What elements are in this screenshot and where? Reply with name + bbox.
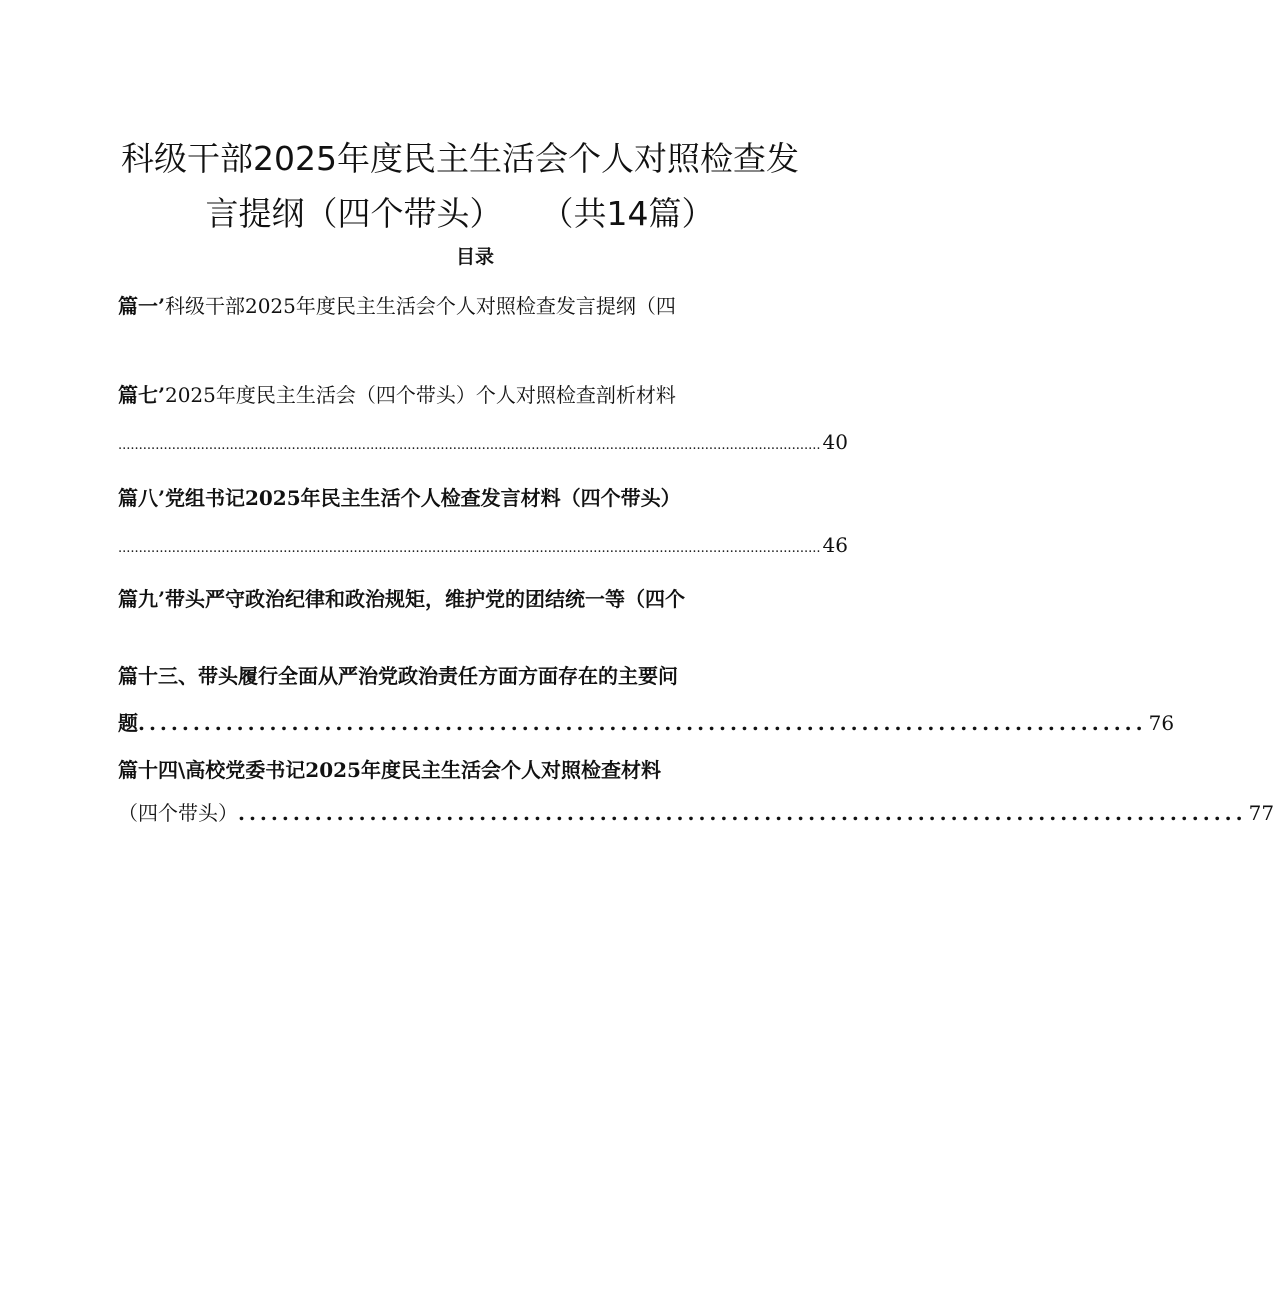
title-part-main: 言提纲（四个带头）	[205, 194, 503, 233]
title-part-count: （共14篇）	[540, 194, 715, 233]
toc-entry-13[interactable]: 篇十三、带头履行全面从严治党政治责任方面方面存在的主要问	[118, 664, 678, 688]
dot-leader: ..........................................................................................................................................................................	[118, 438, 821, 453]
toc-entry-1-label: 篇一’	[118, 294, 165, 318]
toc-leader-14-text: （四个带头）	[118, 801, 238, 825]
toc-leader-13[interactable]	[118, 709, 1175, 737]
toc-leader-7[interactable]	[118, 428, 848, 460]
document-title-line-1: 科级干部2025年度民主生活会个人对照检查发	[121, 139, 799, 178]
dot-leader: ............................................................................................	[138, 711, 1147, 735]
toc-leader-14[interactable]	[118, 799, 1274, 827]
toc-heading: 目录	[455, 246, 494, 268]
toc-leader-8[interactable]	[118, 531, 848, 563]
toc-page-number: 77	[1248, 801, 1274, 825]
toc-entry-7-text: 2025年度民主生活会（四个带头）个人对照检查剖析材料	[164, 383, 676, 407]
toc-entry-14[interactable]: 篇十四\高校党委书记2025年度民主生活会个人对照检查材料	[118, 758, 661, 782]
toc-page-number: 76	[1148, 711, 1175, 735]
dot-leader: ............................................................................................	[238, 801, 1247, 825]
toc-leader-13-text: 题	[118, 711, 138, 735]
dot-leader: ..........................................................................................................................................................................	[118, 541, 821, 556]
toc-entry-9[interactable]: 篇九’带头严守政治纪律和政治规矩，维护党的团结统一等（四个	[118, 587, 685, 611]
toc-page-number: 40	[822, 430, 848, 454]
document-title-line-2	[110, 194, 810, 234]
toc-entry-7-label: 篇七’	[118, 383, 165, 407]
toc-entry-1[interactable]	[118, 292, 676, 320]
toc-entry-7[interactable]	[118, 381, 676, 409]
toc-entry-1-text: 科级干部2025年度民主生活会个人对照检查发言提纲（四	[164, 294, 676, 318]
toc-entry-8[interactable]: 篇八’党组书记2025年民主生活个人检查发言材料（四个带头）	[118, 486, 681, 510]
toc-page-number: 46	[822, 533, 848, 557]
